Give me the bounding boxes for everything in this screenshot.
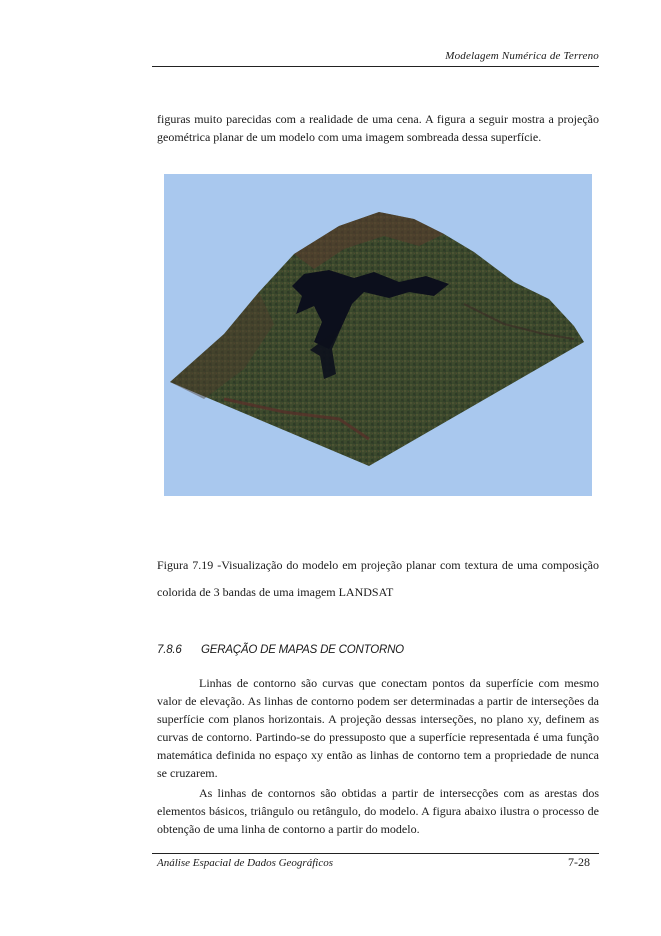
body-paragraph-1: Linhas de contorno são curvas que conectam pontos da superfície com mesmo valor de elevação. As linhas de contorno podem ser determinadas a partir de interseções da superfície com planos horizontais. A projeção dessas interseções, no plano xy, definem as curvas de contorno. Partindo-se do pressuposto que a superfície representada é uma função matemática definida no espaço xy então as linhas de contorno tem a propriedade de nunca se cruzarem.: [157, 676, 599, 780]
running-header: Modelagem Numérica de Terreno: [445, 50, 599, 62]
figure-caption: Figura 7.19 -Visualização do modelo em projeção planar com textura de uma composição colorida de 3 bandas de uma imagem LANDSAT: [157, 558, 599, 599]
terrain-figure: [164, 174, 592, 496]
running-footer: Análise Espacial de Dados Geográficos: [157, 857, 333, 869]
page-number: 7-28: [568, 855, 590, 869]
section-title: GERAÇÃO DE MAPAS DE CONTORNO: [201, 644, 404, 656]
section-number: 7.8.6: [157, 644, 182, 656]
header-rule: [152, 66, 599, 67]
footer-rule: [152, 853, 599, 854]
body-paragraph-2: As linhas de contornos são obtidas a partir de intersecções com as arestas dos elementos básicos, triângulo ou retângulo, do modelo. A figura abaixo ilustra o processo de obtenção de uma linha de contorno a partir do modelo.: [157, 786, 599, 836]
intro-paragraph: figuras muito parecidas com a realidade de uma cena. A figura a seguir mostra a projeção geométrica planar de um modelo com uma imagem sombreada dessa superfície.: [157, 112, 599, 144]
section-heading: [157, 644, 599, 656]
terrain-render: [164, 174, 592, 496]
